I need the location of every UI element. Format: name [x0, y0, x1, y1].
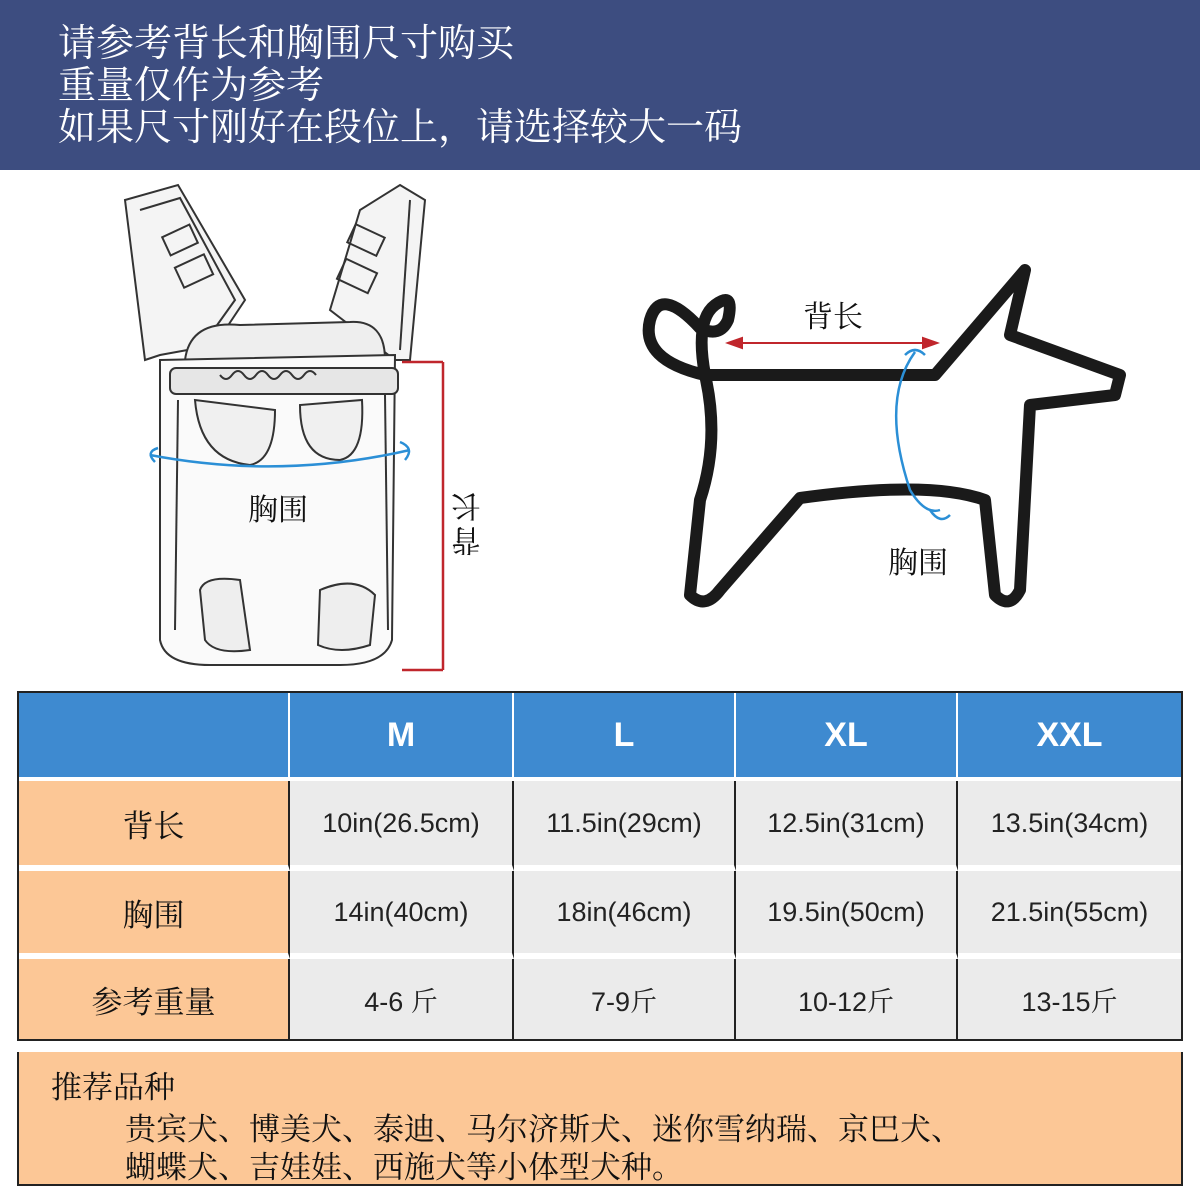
table-row [19, 871, 1181, 959]
table-cell: 13.5in(34cm) [958, 781, 1181, 871]
carrier-back-label: 背长 [452, 488, 487, 556]
table-cell: 4-6 斤 [290, 959, 514, 1039]
table-cell: 10in(26.5cm) [290, 781, 514, 871]
recommended-breeds-line-1: 贵宾犬、博美犬、泰迪、马尔济斯犬、迷你雪纳瑞、京巴犬、 [125, 1112, 962, 1148]
row-label-back-length: 背长 [19, 781, 290, 871]
size-header-l: L [514, 693, 736, 781]
dog-back-measure [728, 338, 937, 348]
recommended-breeds-title: 推荐品种 [51, 1070, 175, 1106]
illustration-svg [0, 170, 1200, 690]
carrier-illustration [125, 185, 425, 665]
header-line-3: 如果尺寸刚好在段位上，请选择较大一码 [58, 105, 743, 149]
table-cell: 11.5in(29cm) [514, 781, 736, 871]
header-line-2: 重量仅作为参考 [58, 63, 325, 107]
table-cell: 12.5in(31cm) [736, 781, 958, 871]
table-cell: 13-15斤 [958, 959, 1181, 1039]
size-header-xl: XL [736, 693, 958, 781]
recommended-breeds-line-2: 蝴蝶犬、吉娃娃、西施犬等小体型犬种。 [125, 1150, 683, 1186]
table-cell: 10-12斤 [736, 959, 958, 1039]
table-cell: 7-9斤 [514, 959, 736, 1039]
table-cell: 18in(46cm) [514, 871, 736, 959]
illustration-area [0, 170, 1200, 690]
header-line-1: 请参考背长和胸围尺寸购买 [58, 21, 515, 65]
header-banner [0, 0, 1200, 170]
size-header-xxl: XXL [958, 693, 1181, 781]
size-header-m: M [290, 693, 514, 781]
dog-chest-label: 胸围 [888, 546, 948, 581]
dog-back-label: 背长 [803, 300, 863, 335]
table-cell: 19.5in(50cm) [736, 871, 958, 959]
table-row [19, 959, 1181, 1039]
table-row [19, 781, 1181, 871]
table-cell: 14in(40cm) [290, 871, 514, 959]
carrier-chest-label: 胸围 [248, 493, 308, 528]
size-header-row [19, 693, 1181, 781]
size-table-corner [19, 693, 290, 781]
dog-illustration [649, 270, 1120, 601]
size-table [17, 691, 1183, 1041]
row-label-weight: 参考重量 [19, 959, 290, 1039]
recommended-breeds-box [17, 1052, 1183, 1186]
row-label-chest: 胸围 [19, 871, 290, 959]
table-cell: 21.5in(55cm) [958, 871, 1181, 959]
carrier-back-measure [402, 362, 443, 670]
